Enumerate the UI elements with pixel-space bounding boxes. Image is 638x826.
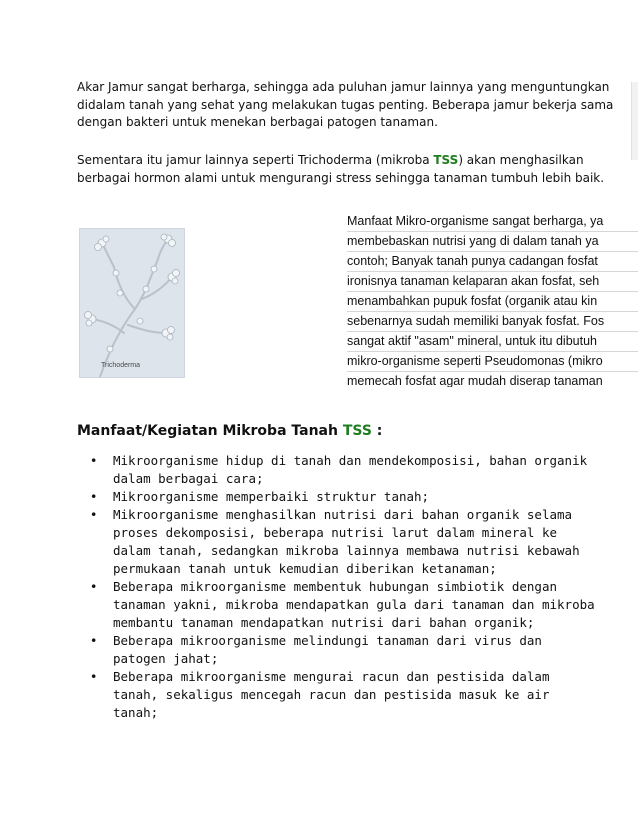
list-item (77, 488, 597, 506)
tss-highlight: TSS (433, 153, 459, 167)
sidebar-line: contoh; Banyak tanah punya cadangan fosfat (347, 252, 638, 272)
intro-paragraph-2-after: ) akan menghasilkan berbagai hormon alami untuk mengurangi stress sehingga tanaman tumbuh lebih baik. (77, 153, 605, 185)
list-item-text: Mikroorganisme hidup di tanah dan mendekomposisi, bahan organik dalam berbagai cara; (113, 453, 588, 486)
sidebar-line: menambahkan pupuk fosfat (organik atau kin (347, 292, 638, 312)
bullet-icon: • (90, 489, 98, 504)
figure-caption: Trichoderma (101, 362, 141, 369)
sidebar-line: mikro-organisme seperti Pseudomonas (mikro (347, 352, 638, 372)
cropped-edge-image (631, 82, 638, 160)
trichoderma-micrograph-icon (80, 229, 184, 377)
bullet-icon: • (90, 453, 98, 468)
intro-paragraph-2 (77, 152, 617, 187)
list-item (77, 506, 597, 578)
sidebar-line: Manfaat Mikro-organisme sangat berharga, ya (347, 212, 638, 232)
section-title-tss: TSS (342, 423, 372, 439)
sidebar-line: ironisnya tanaman kelaparan akan fosfat, seh (347, 272, 638, 292)
section-title-text: Manfaat/Kegiatan Mikroba Tanah (77, 423, 343, 439)
list-item (77, 668, 597, 722)
list-item-text: Beberapa mikroorganisme mengurai racun dan pestisida dalam tanah, sekaligus mencegah racun dan pestisida masuk ke air tanah; (113, 669, 550, 720)
list-item-text: Beberapa mikroorganisme melindungi tanaman dari virus dan patogen jahat; (113, 633, 542, 666)
sidebar-line: memecah fosfat agar mudah diserap tanaman (347, 372, 638, 387)
sidebar-line: sebenarnya sudah memiliki banyak fosfat. Fos (347, 312, 638, 332)
bullet-icon: • (90, 579, 98, 594)
sidebar-line: membebaskan nutrisi yang di dalam tanah ya (347, 232, 638, 252)
bullet-icon: • (90, 633, 98, 648)
intro-paragraph-2-before: Sementara itu jamur lainnya seperti Trichoderma (mikroba (77, 153, 434, 167)
list-item (77, 452, 597, 488)
bullet-icon: • (90, 669, 98, 684)
benefits-list (77, 452, 597, 722)
list-item (77, 632, 597, 668)
list-item-text: Beberapa mikroorganisme membentuk hubungan simbiotik dengan tanaman yakni, mikroba mendapatkan gula dari tanaman dan mikroba membantu tanaman mendapatkan nutrisi dari bahan organik; (113, 579, 595, 630)
trichoderma-image (79, 228, 185, 378)
sidebar-text-block (347, 212, 638, 387)
intro-paragraph-1: Akar Jamur sangat berharga, sehingga ada puluhan jamur lainnya yang menguntungkan didalam tanah yang sehat yang melakukan tugas penting. Beberapa jamur bekerja sama dengan bakteri untuk menekan berbagai patogen tanaman. (77, 80, 614, 130)
sidebar-line: sangat aktif "asam" mineral, untuk itu dibutuh (347, 332, 638, 352)
bullet-icon: • (90, 507, 98, 522)
section-title-suffix: : (371, 423, 383, 439)
section-title (77, 422, 382, 440)
list-item-text: Mikroorganisme memperbaiki struktur tanah; (113, 489, 430, 504)
list-item-text: Mikroorganisme menghasilkan nutrisi dari bahan organik selama proses dekomposisi, beberapa nutrisi larut dalam mineral ke dalam tanah, sedangkan mikroba lainnya membawa nutrisi kebawah permukaan tanah untuk kemudian diberikan ketanaman; (113, 507, 580, 576)
list-item (77, 578, 597, 632)
